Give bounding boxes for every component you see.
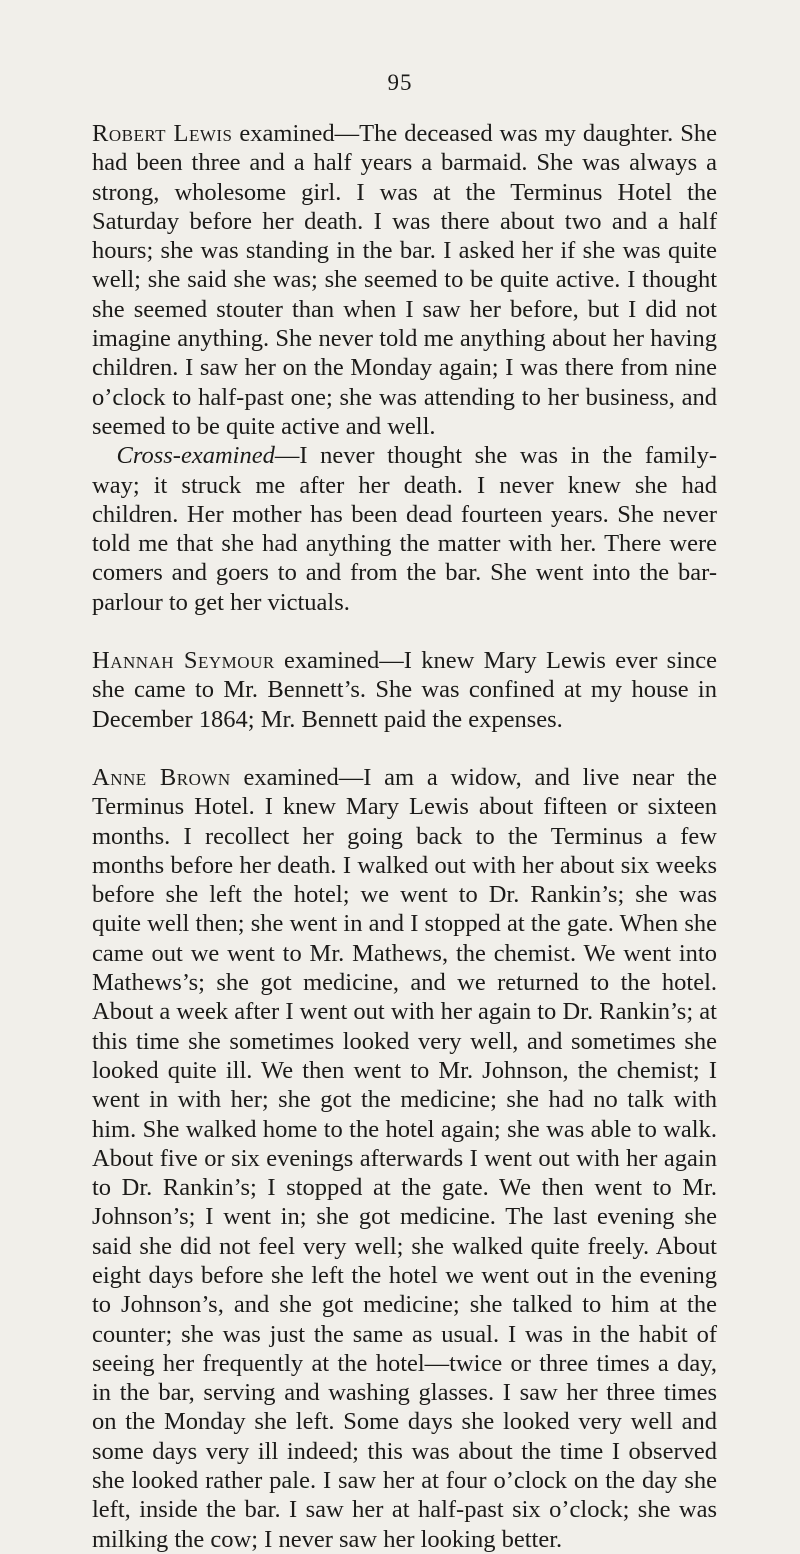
body-text <box>92 119 717 1554</box>
testimony-text: examined—I knew Mary Lewis ever since she came to Mr. Bennett’s. She was confined at my house in December 1864; Mr. Bennett paid the expenses. <box>92 647 718 733</box>
speaker-name: Anne Brown <box>92 763 231 791</box>
cross-examination <box>92 441 717 617</box>
speaker-name: Robert Lewis <box>92 120 233 147</box>
testimony-anne-brown <box>92 763 717 1554</box>
testimony-text: —I never thought she was in the family-way; it struck me after her death. I never knew she had children. Her mother has been dead fourteen years. She never told me that she had anything the matter with her. There were comers and goers to and from the bar. She went into the bar-parlour to get her victuals. <box>92 442 717 616</box>
testimony-hannah-seymour <box>92 646 717 734</box>
italic-lead: Cross-examined <box>116 442 275 470</box>
testimony-text: examined—The deceased was my daughter. She had been three and a half years a barmaid. She was always a strong, wholesome girl. I was at the Terminus Hotel the Saturday before her death. I was there about two and a half hours; she was standing in the bar. I asked her if she was quite well; she said she was; she seemed to be quite active. I thought she seemed stouter than when I saw her before, but I did not imagine anything. She never told me anything about her having children. I saw her on the Monday again; I was there from nine o’clock to half-past one; she was attending to her business, and seemed to be quite active and well. <box>92 120 717 440</box>
testimony-text: examined—I am a widow, and live near the Terminus Hotel. I knew Mary Lewis about fifteen or sixteen months. I recollect her going back to the Terminus a few months before her death. I walked out with her about six weeks before she left the hotel; we went to Dr. Rankin’s; she was quite well then; she went in and I stopped at the gate. When she came out we went to Mr. Mathews, the chemist. We went into Mathews’s; she got medicine, and we returned to the hotel. About a week after I went out with her again to Dr. Rankin’s; at this time she sometimes looked very well, and sometimes she looked quite ill. We then went to Mr. Johnson, the chemist; I went in with her; she got the medicine; she had no talk with him. She walked home to the hotel again; she was able to walk. About five or six evenings afterwards I went out with her again to Dr. Rankin’s; I stopped at the gate. We then went to Mr. Johnson’s; I went in; she got medicine. The last evening she said she did not feel very well; she walked quite freely. About eight days before she left the hotel we went out in the evening to Johnson’s, and she got medicine; she talked to him at the counter; she was just the same as usual. I was in the habit of seeing her frequently at the hotel—twice or three times a day, in the bar, serving and washing glasses. I saw her three times on the Monday she left. Some days she looked very well and some days very ill indeed; this was about the time I observed she looked rather pale. I saw her at four o’clock on the day she left, inside the bar. I saw her at half-past six o’clock; she was milking the cow; I never saw her looking better. <box>92 763 717 1553</box>
testimony-robert-lewis <box>92 119 717 441</box>
page-number: 95 <box>387 70 413 95</box>
speaker-name: Hannah Seymour <box>92 647 275 675</box>
